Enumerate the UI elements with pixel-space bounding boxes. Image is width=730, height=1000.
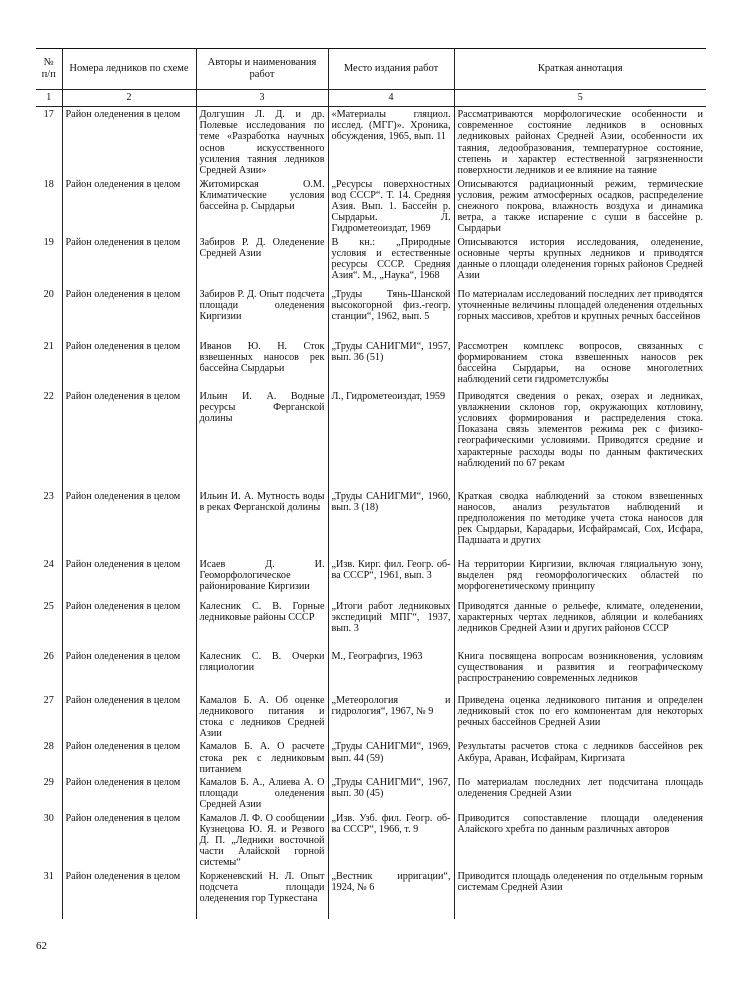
row-number: 27: [36, 693, 62, 740]
row-publication-place: „Метеорология и гидрология“, 1967, № 9: [328, 693, 454, 740]
row-publication-place: „Итоги работ ледниковых экспедиций МПГ“, 1937, вып. 3: [328, 599, 454, 649]
row-publication-place: Л., Гидрометеоиздат, 1959: [328, 389, 454, 489]
row-number: 26: [36, 649, 62, 693]
row-publication-place: „Вестник ирригации“, 1924, № 6: [328, 869, 454, 919]
row-author-title: Житомирская О.М. Климатические условия бассейна р. Сырдарьи: [196, 177, 328, 235]
row-glacier-area: Район оледенения в целом: [62, 557, 196, 599]
column-number: 2: [62, 90, 196, 107]
row-number: 28: [36, 739, 62, 775]
row-author-title: Камалов Л. Ф. О сообщении Кузнецова Ю. Я. и Резвого Д. П. „Ледники восточной части Алайской горной системы“: [196, 811, 328, 869]
row-author-title: Ильин И. А. Водные ресурсы Ферганской долины: [196, 389, 328, 489]
row-author-title: Камалов Б. А., Алиева А. О площади оледенения Средней Азии: [196, 775, 328, 811]
header-number: № п/п: [36, 49, 62, 90]
table-row: [36, 107, 706, 177]
row-glacier-area: Район оледенения в целом: [62, 177, 196, 235]
row-annotation: Рассматриваются морфологические особенности и современное состояние ледников в основных ледниковых районах Средней Азии, особенности их таяния, ледообразования, температурное состояние, степень и характер естественной загрязненности поверхности ледников и ее влияние на таяние: [454, 107, 706, 177]
row-number: 22: [36, 389, 62, 489]
bibliography-table-page: [36, 48, 706, 919]
table-row: [36, 649, 706, 693]
row-author-title: Иванов Ю. Н. Сток взвешенных наносов рек бассейна Сырдарьи: [196, 339, 328, 389]
row-annotation: Приводится сопоставление площади оледенения Алайского хребта по данным различных авторов: [454, 811, 706, 869]
row-publication-place: „Труды САНИГМИ“, 1957, вып. 36 (51): [328, 339, 454, 389]
table-row: [36, 177, 706, 235]
row-glacier-area: Район оледенения в целом: [62, 389, 196, 489]
row-author-title: Исаев Д. И. Геоморфологическое районирование Киргизии: [196, 557, 328, 599]
row-glacier-area: Район оледенения в целом: [62, 693, 196, 740]
row-author-title: Калесник С. В. Очерки гляциологии: [196, 649, 328, 693]
row-publication-place: М., Географгиз, 1963: [328, 649, 454, 693]
table-row: [36, 775, 706, 811]
row-publication-place: „Труды САНИГМИ“, 1967, вып. 30 (45): [328, 775, 454, 811]
row-author-title: Ильин И. А. Мутность воды в реках Ферганской долины: [196, 489, 328, 557]
row-number: 24: [36, 557, 62, 599]
row-number: 17: [36, 107, 62, 177]
table-row: [36, 287, 706, 339]
row-author-title: Долгушин Л. Д. и др. Полевые исследования по теме «Разработка научных основ искусственного усиления таяния ледников Средней Азии»: [196, 107, 328, 177]
row-author-title: Корженевский Н. Л. Опыт подсчета площади оледенения гор Туркестана: [196, 869, 328, 919]
row-glacier-area: Район оледенения в целом: [62, 489, 196, 557]
row-glacier-area: Район оледенения в целом: [62, 739, 196, 775]
row-annotation: Краткая сводка наблюдений за стоком взвешенных наносов, анализ результатов наблюдений и предположения по методике учета стока наносов для рек Сырдарьи, Карадарьи, Исфайрамсай, Сох, Исфара, Падшаата и других: [454, 489, 706, 557]
row-publication-place: „Труды Тянь-Шанской высокогорной физ.-геогр. станции“, 1962, вып. 5: [328, 287, 454, 339]
table-row: [36, 389, 706, 489]
row-number: 19: [36, 235, 62, 287]
row-publication-place: „Труды САНИГМИ“, 1960, вып. 3 (18): [328, 489, 454, 557]
table-row: [36, 599, 706, 649]
row-annotation: Рассмотрен комплекс вопросов, связанных с формированием стока взвешенных наносов рек бассейна Сырдарьи, на основе многолетних наблюдений сети гидрометслужбы: [454, 339, 706, 389]
table-row: [36, 693, 706, 740]
table-row: [36, 489, 706, 557]
column-number: 4: [328, 90, 454, 107]
row-publication-place: В кн.: „Природные условия и естественные ресурсы СССР. Средняя Азия“. М., „Наука“, 1968: [328, 235, 454, 287]
row-author-title: Калесник С. В. Горные ледниковые районы СССР: [196, 599, 328, 649]
column-number: 5: [454, 90, 706, 107]
row-glacier-area: Район оледенения в целом: [62, 339, 196, 389]
row-author-title: Забиров Р. Д. Опыт подсчета площади оледенения Киргизии: [196, 287, 328, 339]
row-annotation: Книга посвящена вопросам возникновения, условиям существования и развития и географическому распространению современных ледников: [454, 649, 706, 693]
row-publication-place: „Изв. Кирг. фил. Геогр. об-ва СССР“, 1961, вып. 3: [328, 557, 454, 599]
header-authors: Авторы и наименования работ: [196, 49, 328, 90]
row-author-title: Камалов Б. А. Об оценке ледникового питания и стока с ледников Средней Азии: [196, 693, 328, 740]
row-publication-place: „Изв. Узб. фил. Геогр. об-ва СССР“, 1966, т. 9: [328, 811, 454, 869]
row-publication-place: „Ресурсы поверхностных вод СССР“. Т. 14. Средняя Азия. Вып. 1. Бассейн р. Сырдарьи. Л. Гидрометеоиздат, 1969: [328, 177, 454, 235]
row-number: 23: [36, 489, 62, 557]
row-number: 30: [36, 811, 62, 869]
row-annotation: Приводится площадь оледенения по отдельным горным системам Средней Азии: [454, 869, 706, 919]
row-number: 29: [36, 775, 62, 811]
table-row: [36, 339, 706, 389]
table-row: [36, 869, 706, 919]
row-annotation: По материалам исследований последних лет приводятся уточненные величины площадей оледенения отдельных горных массивов, хребтов и крупных речных бассейнов: [454, 287, 706, 339]
row-number: 21: [36, 339, 62, 389]
table-row: [36, 811, 706, 869]
header-glacier-numbers: Номера ледников по схеме: [62, 49, 196, 90]
row-glacier-area: Район оледенения в целом: [62, 235, 196, 287]
row-glacier-area: Район оледенения в целом: [62, 287, 196, 339]
table-row: [36, 557, 706, 599]
row-number: 31: [36, 869, 62, 919]
row-glacier-area: Район оледенения в целом: [62, 869, 196, 919]
row-annotation: Описываются радиационный режим, термические условия, режим атмосферных осадков, распределение снежного покрова, влажность воздуха и динамика ветра, а также испарение с суши в бассейне р. Сырдарьи: [454, 177, 706, 235]
row-number: 18: [36, 177, 62, 235]
bibliography-table: [36, 48, 706, 919]
column-number: 3: [196, 90, 328, 107]
row-annotation: Результаты расчетов стока с ледников бассейнов рек Акбура, Араван, Исфайрам, Киргизата: [454, 739, 706, 775]
row-glacier-area: Район оледенения в целом: [62, 107, 196, 177]
table-row: [36, 739, 706, 775]
row-glacier-area: Район оледенения в целом: [62, 811, 196, 869]
row-annotation: Приведена оценка ледникового питания и определен ледниковый сток по его компонентам для некоторых речных бассейнов Средней Азии: [454, 693, 706, 740]
row-annotation: Описываются история исследования, оледенение, основные черты крупных ледников и приводятся данные о площади оледенения горных районов Средней Азии: [454, 235, 706, 287]
row-annotation: Приводятся сведения о реках, озерах и ледниках, увлажнении склонов гор, окружающих котловину, условиях формирования и распределения стока. Показана связь элементов режима рек с физико-географическими условиями. Приводятся средние и характерные расходы воды по данным фактических наблюдений по 67 рекам: [454, 389, 706, 489]
row-number: 25: [36, 599, 62, 649]
row-glacier-area: Район оледенения в целом: [62, 775, 196, 811]
table-row: [36, 235, 706, 287]
page-number: 62: [36, 940, 47, 952]
row-author-title: Забиров Р. Д. Оледенение Средней Азии: [196, 235, 328, 287]
row-publication-place: «Материалы гляциол. исслед. (МГГ)». Хроника, обсуждения, 1965, вып. 11: [328, 107, 454, 177]
row-publication-place: „Труды САНИГМИ“, 1969, вып. 44 (59): [328, 739, 454, 775]
row-annotation: На территории Киргизии, включая гляциальную зону, выделен ряд геоморфологических областей по морфогенетическому принципу: [454, 557, 706, 599]
column-numbers-row: [36, 90, 706, 107]
row-glacier-area: Район оледенения в целом: [62, 599, 196, 649]
row-author-title: Камалов Б. А. О расчете стока рек с ледниковым питанием: [196, 739, 328, 775]
table-body: [36, 107, 706, 919]
header-publication-place: Место издания работ: [328, 49, 454, 90]
row-annotation: По материалам последних лет подсчитана площадь оледенения Средней Азии: [454, 775, 706, 811]
row-glacier-area: Район оледенения в целом: [62, 649, 196, 693]
column-number: 1: [36, 90, 62, 107]
row-number: 20: [36, 287, 62, 339]
row-annotation: Приводятся данные о рельефе, климате, оледенении, характерных чертах ледников, абляции и колебаниях ледников Средней Азии и других районов СССР: [454, 599, 706, 649]
header-annotation: Краткая аннотация: [454, 49, 706, 90]
table-header-row: [36, 49, 706, 90]
